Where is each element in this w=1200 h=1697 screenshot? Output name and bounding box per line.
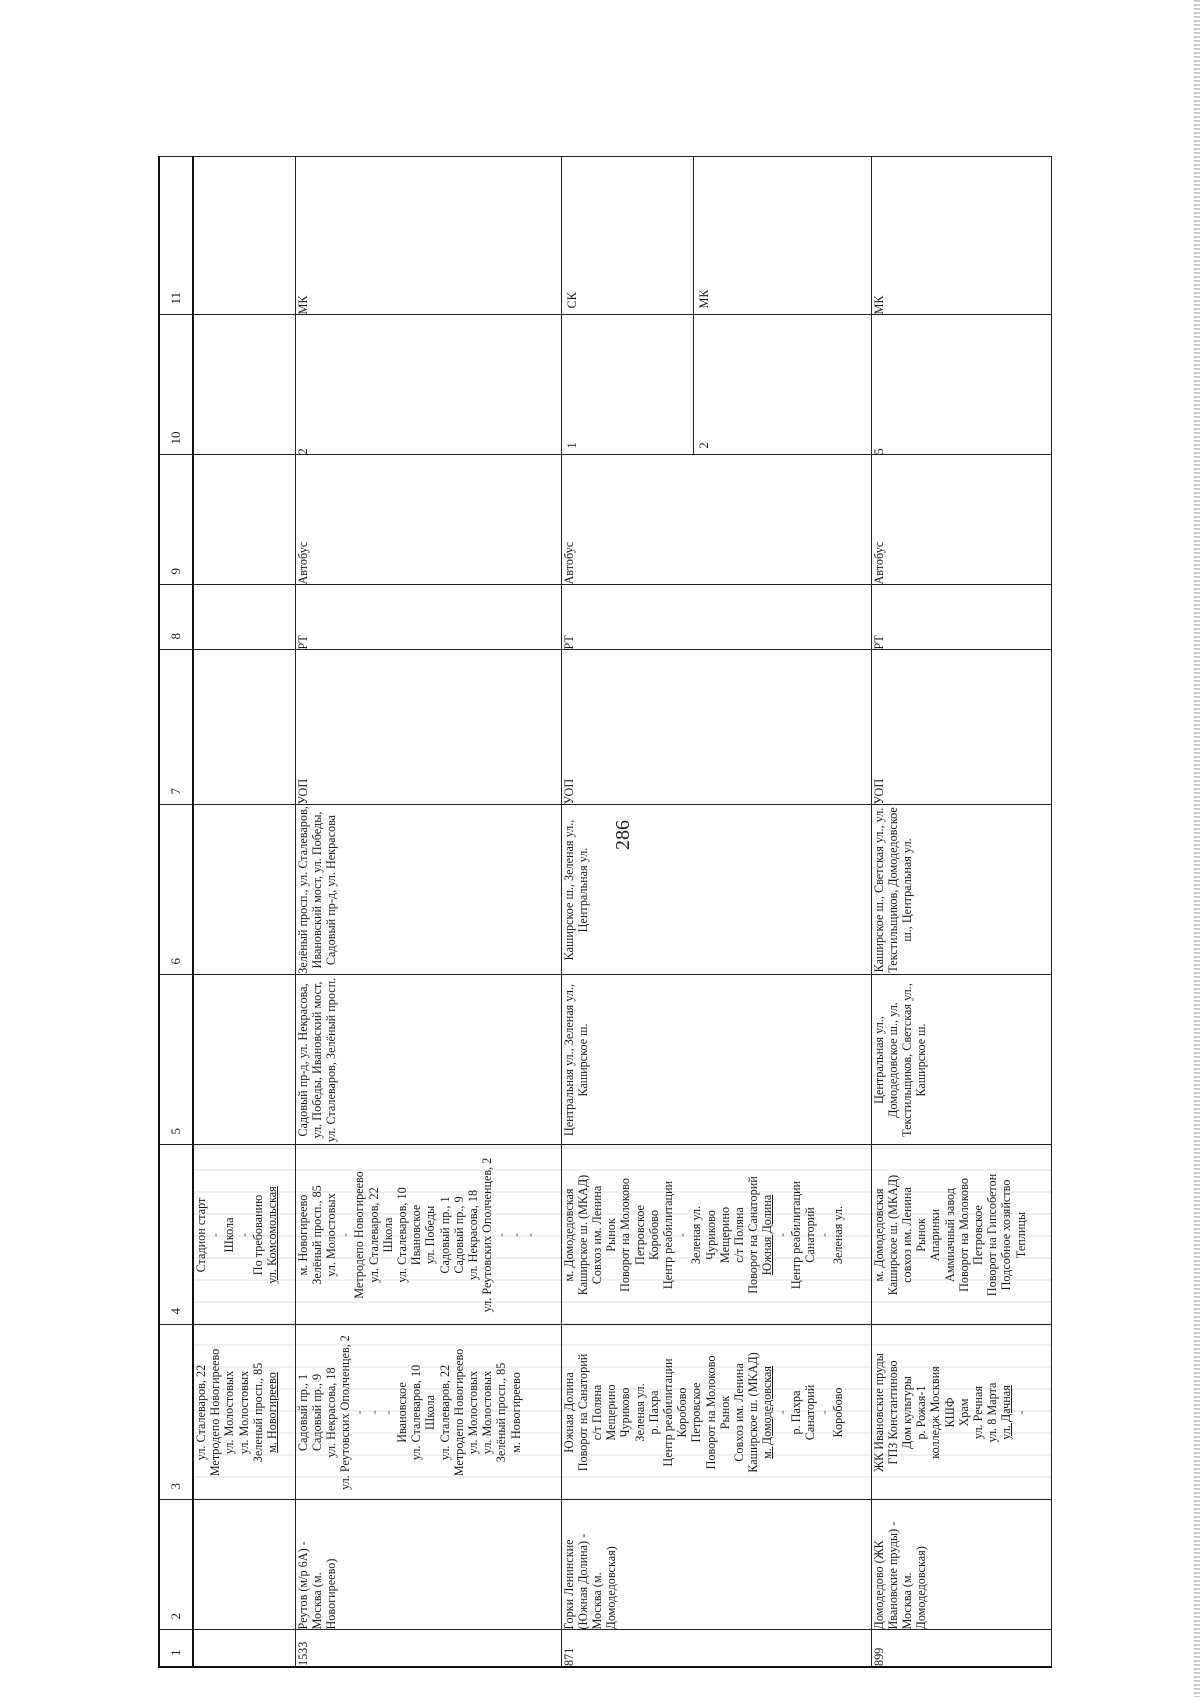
fare-type: РТ bbox=[295, 585, 561, 650]
forward-stops-cell bbox=[871, 1325, 1051, 1500]
col-header-8: 8 bbox=[159, 585, 193, 650]
stop-name: ЖК Ивановские пруды bbox=[871, 1353, 886, 1472]
stop-name: Школа bbox=[222, 1217, 237, 1253]
route-name: Реутов (м/р 6А) - Москва (м. Новогиреево) bbox=[295, 1500, 561, 1630]
col-header-4: 4 bbox=[159, 1145, 193, 1325]
stop-name: Каширское ш. (МКАД) bbox=[746, 1352, 761, 1473]
routes-table bbox=[158, 157, 1052, 1669]
stop-name: - bbox=[508, 1232, 523, 1238]
regulation-type: УОП bbox=[561, 650, 871, 805]
stop-name: - bbox=[338, 1232, 353, 1238]
vehicle-class: МК bbox=[295, 157, 561, 315]
vehicle-class-split bbox=[561, 157, 871, 315]
vehicle-count-split bbox=[561, 315, 871, 455]
stop-name: ГПЗ Константиново bbox=[885, 1360, 900, 1465]
stop-name: р. Рожая-1 bbox=[914, 1385, 929, 1440]
stop-name: КШФ bbox=[942, 1397, 957, 1428]
stop-name: Зелёный просп., 85 bbox=[309, 1185, 324, 1285]
header-row bbox=[159, 157, 193, 1667]
stop-name: Санаторий bbox=[802, 1384, 817, 1441]
stop-name: Санаторий bbox=[802, 1207, 817, 1263]
col-header-6: 6 bbox=[159, 805, 193, 975]
forward-stops-cell bbox=[193, 1325, 295, 1500]
regulation-type: УОП bbox=[871, 650, 1051, 805]
regulation-type: УОП bbox=[295, 650, 561, 805]
stop-name: Поворот на Молоково bbox=[703, 1355, 718, 1470]
stop-name: Каширское ш. (МКАД) bbox=[885, 1174, 900, 1296]
stop-name: Апаринки bbox=[928, 1208, 943, 1262]
stop-name: м. Домодедовская bbox=[760, 1365, 775, 1460]
stop-name: Поворот на Гипсобетон bbox=[985, 1173, 1000, 1297]
stop-name: м. Новогиреево bbox=[295, 1194, 310, 1276]
stop-name: Аммиачный завод bbox=[942, 1188, 957, 1282]
table-row-continuation bbox=[193, 157, 295, 1667]
stop-name: - bbox=[522, 1232, 537, 1238]
stop-name: Стадион старт bbox=[194, 1197, 208, 1273]
reverse-streets: Каширское ш., Зеленая ул., Центральная ул. bbox=[561, 805, 871, 975]
stop-name: Совхоз им. Ленина bbox=[731, 1363, 746, 1462]
stop-name: Садовый пр., 9 bbox=[309, 1373, 324, 1452]
stop-name: Садовый пр., 9 bbox=[451, 1196, 466, 1274]
stop-name: Метродепо Новогиреево bbox=[352, 1171, 367, 1299]
col-header-11: 11 bbox=[159, 157, 193, 315]
stop-name: колледж Москвия bbox=[928, 1366, 943, 1459]
stop-name: Зеленая ул. bbox=[632, 1383, 647, 1442]
stop-name: - bbox=[208, 1232, 223, 1238]
stop-name: Садовый пр., 1 bbox=[295, 1373, 310, 1452]
stop-name: Коробово bbox=[646, 1210, 661, 1260]
stop-name: ул. 8 Марта bbox=[985, 1382, 1000, 1443]
stop-name: Садовый пр., 1 bbox=[437, 1196, 452, 1274]
fare-type: РТ bbox=[561, 585, 871, 650]
stop-name: Зеленая ул. bbox=[831, 1205, 846, 1265]
stop-name: Зелёный просп., 85 bbox=[494, 1362, 509, 1463]
vehicle-class-alt: МК bbox=[696, 289, 711, 309]
rotated-route-table-sheet bbox=[158, 158, 1118, 1668]
route-name: Домодедово (ЖК Ивановские пруды) - Москва (м. Домодедовская) bbox=[871, 1500, 1051, 1630]
stop-name: - bbox=[236, 1232, 251, 1238]
stop-name: Петровское bbox=[970, 1205, 985, 1265]
stop-name: - bbox=[494, 1232, 509, 1238]
stop-name: Южная Долина bbox=[561, 1372, 576, 1453]
stop-name: - bbox=[1013, 1410, 1028, 1415]
stop-name: ул. Молостовых bbox=[236, 1370, 251, 1455]
stop-name: Метродепо Новогиреево bbox=[451, 1348, 466, 1477]
col-header-9: 9 bbox=[159, 455, 193, 585]
stop-name: Метродепо Новогиреево bbox=[208, 1348, 223, 1477]
stop-name: Рынок bbox=[914, 1218, 929, 1252]
vehicle-class: МК bbox=[871, 157, 1051, 315]
stop-name: Дом культуры bbox=[899, 1376, 914, 1449]
stop-name: с/т Поляна bbox=[731, 1207, 746, 1263]
route-number: 871 bbox=[561, 1630, 871, 1667]
stop-name: Ивановское bbox=[394, 1382, 409, 1443]
stop-name: Храм bbox=[956, 1398, 971, 1427]
stop-name: м. Домодедовская bbox=[871, 1188, 886, 1282]
stop-name: - bbox=[352, 1410, 367, 1415]
stop-name: - bbox=[675, 1232, 690, 1238]
stop-name: ул. Молостовых bbox=[480, 1370, 495, 1455]
stop-name: Коробово bbox=[675, 1387, 690, 1438]
stop-name: Центр реабилитации bbox=[660, 1180, 675, 1290]
vehicle-count: 1 bbox=[562, 316, 694, 455]
stop-name: По требованию bbox=[250, 1194, 265, 1276]
stop-name: - bbox=[366, 1410, 381, 1415]
stop-name: с/т Поляна bbox=[589, 1384, 604, 1441]
scan-edge bbox=[1194, 0, 1200, 1697]
stop-name: Петровское bbox=[632, 1205, 647, 1265]
stop-name: м. Домодедовская bbox=[561, 1188, 576, 1282]
stop-name: ул. Некрасова, 18 bbox=[465, 1189, 480, 1281]
reverse-streets: Зелёный просп., ул. Сталеваров, Ивановский мост, ул. Победы, Садовый пр-д, ул. Некрасова bbox=[295, 805, 561, 975]
vehicle-type: Автобус bbox=[561, 455, 871, 585]
stop-name: Поворот на Санаторий bbox=[746, 1176, 761, 1294]
vehicle-type: Автобус bbox=[295, 455, 561, 585]
stop-name: - bbox=[817, 1410, 832, 1415]
route-number: 1533 bbox=[295, 1630, 561, 1667]
stop-name: Чуриково bbox=[618, 1387, 633, 1438]
vehicle-type: Автобус bbox=[871, 455, 1051, 585]
vehicle-count-alt: 2 bbox=[696, 442, 711, 449]
stop-name: ул. Комсомольская bbox=[265, 1186, 280, 1284]
stop-name: Поворот на Молоково bbox=[956, 1178, 971, 1292]
stop-name: р. Пахра bbox=[646, 1390, 661, 1435]
vehicle-class: СК bbox=[562, 158, 694, 315]
reverse-stops-cell bbox=[295, 1145, 561, 1325]
stop-name: ул. Сталеваров, 22 bbox=[366, 1187, 381, 1283]
stop-name: Рынок bbox=[717, 1395, 732, 1430]
col-header-2: 2 bbox=[159, 1500, 193, 1630]
stop-name: - bbox=[380, 1410, 395, 1415]
stop-name: р. Пахра bbox=[788, 1390, 803, 1435]
forward-streets: Центральная ул., Домодедовское ш., ул. Текстильщиков, Светская ул., Каширское ш. bbox=[871, 975, 1051, 1145]
stop-name: совхоз им. Ленина bbox=[899, 1187, 914, 1283]
stop-name: Поворот на Молоково bbox=[618, 1178, 633, 1292]
stop-name: ул. Некрасова, 18 bbox=[323, 1367, 338, 1458]
stop-name: Коробово bbox=[831, 1387, 846, 1438]
stop-name: ул. Речная bbox=[970, 1385, 985, 1440]
stop-name: Зеленая ул. bbox=[689, 1205, 704, 1265]
stop-name: Мещерино bbox=[604, 1384, 619, 1441]
reverse-streets: Каширское ш., Светская ул., ул. Текстильщиков, Домодедовское ш., Центральная ул. bbox=[871, 805, 1051, 975]
stop-name: Поворот на Санаторий bbox=[575, 1353, 590, 1472]
reverse-stops-cell bbox=[871, 1145, 1051, 1325]
col-header-5: 5 bbox=[159, 975, 193, 1145]
col-header-10: 10 bbox=[159, 315, 193, 455]
table-row bbox=[561, 157, 871, 1667]
table-row bbox=[295, 157, 561, 1667]
stop-name: м. Новогиреево bbox=[508, 1372, 523, 1453]
fare-type: РТ bbox=[871, 585, 1051, 650]
stop-name: Совхоз им. Ленина bbox=[589, 1185, 604, 1285]
stop-name: - bbox=[817, 1232, 832, 1238]
stop-name: ул. Молостовых bbox=[465, 1370, 480, 1455]
route-number: 899 bbox=[871, 1630, 1051, 1667]
stop-name: Центр реабилитации bbox=[788, 1180, 803, 1290]
stop-name: м. Новогиреево bbox=[265, 1372, 280, 1453]
stop-name: Зеленый просп., 85 bbox=[250, 1362, 265, 1463]
page-number: 286 bbox=[612, 820, 634, 850]
forward-streets: Садовый пр-д, ул. Некрасова, ул. Победы, Ивановский мост, ул. Сталеваров, Зелёный просп. bbox=[295, 975, 561, 1145]
forward-streets: Центральная ул., Зеленая ул., Каширское ш. bbox=[561, 975, 871, 1145]
stop-name: ул. Сталеваров, 10 bbox=[409, 1364, 424, 1461]
forward-stops-cell bbox=[561, 1325, 871, 1500]
stop-name: Школа bbox=[380, 1217, 395, 1253]
table-row bbox=[871, 157, 1051, 1667]
forward-stops-cell bbox=[295, 1325, 561, 1500]
stop-name: Теплицы bbox=[1013, 1211, 1028, 1259]
stop-name: ул. Реутовских Ополченцев, 2 bbox=[480, 1157, 495, 1313]
stop-name: Школа bbox=[423, 1394, 438, 1431]
stop-name: - bbox=[774, 1232, 789, 1238]
col-header-7: 7 bbox=[159, 650, 193, 805]
route-name: Горки Ленинские (Южная Долина) - Москва (м. Домодедовская) bbox=[561, 1500, 871, 1630]
reverse-stops-cell bbox=[561, 1145, 871, 1325]
stop-name: Подсобное хозяйство bbox=[999, 1179, 1014, 1291]
col-header-3: 3 bbox=[159, 1325, 193, 1500]
reverse-stops-cell bbox=[193, 1145, 295, 1325]
stop-name: ул. Реутовских Ополченцев, 2 bbox=[338, 1335, 353, 1490]
stop-name: Чуриково bbox=[703, 1210, 718, 1260]
stop-name: ул. Сталеваров, 22 bbox=[194, 1364, 208, 1461]
stop-name: - bbox=[774, 1410, 789, 1415]
stop-name: Южная Долина bbox=[760, 1194, 775, 1276]
stop-name: ул. Молостовых bbox=[222, 1370, 237, 1455]
stop-name: ул. Сталеваров, 22 bbox=[437, 1364, 452, 1461]
stop-name: ул. Дачная bbox=[999, 1385, 1014, 1440]
stop-name: Каширское ш. (МКАД) bbox=[575, 1174, 590, 1296]
col-header-1: 1 bbox=[159, 1630, 193, 1667]
vehicle-count: 2 bbox=[295, 315, 561, 455]
stop-name: Центр реабилитации bbox=[660, 1358, 675, 1467]
stop-name: ул. Молостовых bbox=[323, 1193, 338, 1277]
stop-name: Рынок bbox=[604, 1218, 619, 1252]
stop-name: Ивановское bbox=[409, 1204, 424, 1266]
stop-name: ул. Сталеваров, 10 bbox=[394, 1187, 409, 1283]
vehicle-count: 5 bbox=[871, 315, 1051, 455]
stop-name: Петровское bbox=[689, 1382, 704, 1443]
stop-name: ул. Победы bbox=[423, 1205, 438, 1265]
stop-name: Мещерино bbox=[717, 1206, 732, 1264]
